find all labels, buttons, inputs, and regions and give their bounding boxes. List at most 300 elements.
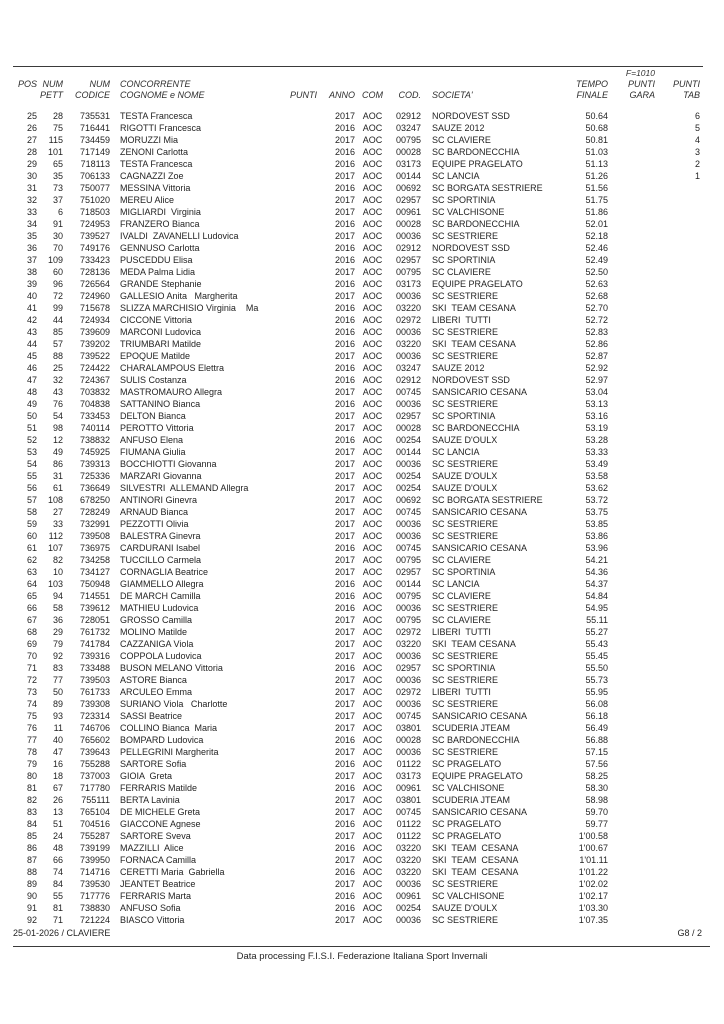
cell-pos: 61: [26, 543, 37, 553]
cell-num-pett: 36: [52, 615, 63, 625]
cell-num-codice: 739527: [79, 231, 110, 241]
cell-cod: 00254: [395, 903, 421, 913]
cell-com: AOC: [362, 903, 383, 913]
cell-cod: 00144: [395, 579, 421, 589]
cell-pos: 62: [26, 555, 37, 565]
cell-anno: 2016: [334, 603, 355, 613]
cell-com: AOC: [362, 663, 383, 673]
cell-num-pett: 67: [52, 783, 63, 793]
cell-punti: [270, 674, 317, 686]
cell-concorrente: ANFUSO Sofia: [120, 903, 181, 913]
cell-punti-tab: [655, 698, 700, 710]
cell-punti-tab: [655, 458, 700, 470]
cell-tempo-finale: 53.75: [585, 507, 608, 517]
table-row: [0, 578, 700, 590]
cell-tempo-finale: 54.95: [585, 603, 608, 613]
cell-pos: 50: [26, 411, 37, 421]
table-row: [0, 398, 700, 410]
cell-cod: 02912: [395, 111, 421, 121]
cell-concorrente: MARZARI Giovanna: [120, 471, 202, 481]
table-row: [0, 218, 700, 230]
cell-tempo-finale: 53.58: [585, 471, 608, 481]
cell-punti-tab: [655, 446, 700, 458]
cell-tempo-finale: 54.21: [585, 555, 608, 565]
cell-concorrente: SARTORE Sofia: [120, 759, 187, 769]
cell-tempo-finale: 53.96: [585, 543, 608, 553]
cell-punti-gara: [608, 530, 655, 542]
cell-com: AOC: [362, 843, 383, 853]
cell-num-pett: 83: [52, 663, 63, 673]
cell-societa: SC SESTRIERE: [432, 651, 499, 661]
cell-punti-gara: [608, 674, 655, 686]
cell-pos: 38: [26, 267, 37, 277]
cell-num-codice: 739199: [79, 843, 110, 853]
cell-punti-tab: [655, 746, 700, 758]
cell-concorrente: TESTA Francesca: [120, 111, 193, 121]
cell-cod: 00692: [395, 183, 421, 193]
cell-concorrente: DE MICHELE Greta: [120, 807, 201, 817]
table-row: [0, 146, 700, 158]
cell-punti-gara: [608, 194, 655, 206]
cell-num-codice: 755287: [79, 831, 110, 841]
cell-tempo-finale: 53.62: [585, 483, 608, 493]
cell-cod: 00795: [395, 135, 421, 145]
table-row: [0, 602, 700, 614]
cell-com: AOC: [362, 447, 383, 457]
cell-num-codice: 721224: [79, 915, 110, 925]
cell-punti: [270, 314, 317, 326]
cell-tempo-finale: 55.45: [585, 651, 608, 661]
cell-punti: [270, 374, 317, 386]
cell-punti-tab: [655, 254, 700, 266]
cell-punti: [270, 338, 317, 350]
cell-punti-gara: [608, 254, 655, 266]
cell-cod: 00036: [395, 231, 421, 241]
header-gap: [0, 101, 700, 110]
col-header-punti-tab-1: PUNTI: [673, 79, 700, 89]
table-row: [0, 410, 700, 422]
header-rule: [13, 66, 703, 67]
cell-punti: [270, 170, 317, 182]
cell-punti-tab: 2: [694, 159, 700, 169]
cell-societa: SC PRAGELATO: [432, 831, 502, 841]
table-row: [0, 830, 700, 842]
cell-pos: 27: [26, 135, 37, 145]
cell-punti-tab: [655, 218, 700, 230]
cell-num-pett: 79: [52, 639, 63, 649]
cell-tempo-finale: 55.95: [585, 687, 608, 697]
cell-punti-gara: [608, 482, 655, 494]
cell-tempo-finale: 52.72: [585, 315, 608, 325]
cell-punti-gara: [608, 758, 655, 770]
cell-punti-gara: [608, 818, 655, 830]
cell-com: AOC: [362, 135, 383, 145]
cell-num-pett: 70: [52, 243, 63, 253]
cell-punti-tab: [655, 302, 700, 314]
cell-pos: 39: [26, 279, 37, 289]
cell-concorrente: COPPOLA Ludovica: [120, 651, 202, 661]
cell-num-pett: 65: [52, 159, 63, 169]
cell-punti-gara: [608, 722, 655, 734]
cell-anno: 2017: [334, 567, 355, 577]
cell-com: AOC: [362, 339, 383, 349]
cell-tempo-finale: 52.50: [585, 267, 608, 277]
cell-punti-gara: [608, 134, 655, 146]
cell-cod: 00795: [395, 615, 421, 625]
cell-anno: 2017: [334, 351, 355, 361]
cell-com: AOC: [362, 555, 383, 565]
cell-punti: [270, 290, 317, 302]
cell-anno: 2017: [334, 915, 355, 925]
cell-societa: NORDOVEST SSD: [432, 243, 510, 253]
cell-com: AOC: [362, 771, 383, 781]
cell-punti-tab: [655, 578, 700, 590]
cell-pos: 25: [26, 111, 37, 121]
cell-num-pett: 51: [52, 819, 63, 829]
cell-cod: 03220: [395, 855, 421, 865]
cell-num-codice: 716441: [79, 123, 110, 133]
cell-punti-gara: [608, 182, 655, 194]
cell-punti: [270, 254, 317, 266]
cell-punti: [270, 638, 317, 650]
cell-cod: 02957: [395, 195, 421, 205]
cell-num-codice: 765602: [79, 735, 110, 745]
table-row: [0, 758, 700, 770]
cell-societa: SAUZE 2012: [432, 123, 485, 133]
cell-concorrente: BOCCHIOTTI Giovanna: [120, 459, 217, 469]
cell-societa: SC SPORTINIA: [432, 255, 496, 265]
cell-cod: 00036: [395, 915, 421, 925]
cell-tempo-finale: 57.15: [585, 747, 608, 757]
cell-tempo-finale: 52.70: [585, 303, 608, 313]
cell-punti: [270, 206, 317, 218]
cell-num-codice: 733453: [79, 411, 110, 421]
col-header-num-pett-1: NUM: [42, 79, 63, 89]
table-row: [0, 374, 700, 386]
cell-cod: 00036: [395, 291, 421, 301]
cell-num-codice: 715678: [79, 303, 110, 313]
cell-punti: [270, 494, 317, 506]
cell-num-codice: 745925: [79, 447, 110, 457]
cell-concorrente: MEDA Palma Lidia: [120, 267, 196, 277]
cell-cod: 00144: [395, 171, 421, 181]
table-row: [0, 722, 700, 734]
cell-societa: LIBERI TUTTI: [432, 627, 491, 637]
cell-num-codice: 704838: [79, 399, 110, 409]
cell-num-codice: 739950: [79, 855, 110, 865]
cell-anno: 2017: [334, 459, 355, 469]
cell-pos: 34: [26, 219, 37, 229]
cell-punti: [270, 794, 317, 806]
cell-societa: EQUIPE PRAGELATO: [432, 159, 523, 169]
cell-punti-gara: [608, 554, 655, 566]
cell-num-pett: 94: [52, 591, 63, 601]
cell-com: AOC: [362, 351, 383, 361]
cell-concorrente: MORUZZI Mia: [120, 135, 178, 145]
cell-punti-gara: [608, 278, 655, 290]
cell-com: AOC: [362, 735, 383, 745]
cell-anno: 2016: [334, 279, 355, 289]
cell-tempo-finale: 56.18: [585, 711, 608, 721]
cell-concorrente: DE MARCH Camilla: [120, 591, 201, 601]
cell-num-codice: 739508: [79, 531, 110, 541]
cell-punti: [270, 890, 317, 902]
cell-com: AOC: [362, 123, 383, 133]
col-header-punti-gara-2: GARA: [629, 90, 655, 100]
cell-anno: 2017: [334, 411, 355, 421]
cell-punti: [270, 590, 317, 602]
cell-num-codice: 738830: [79, 903, 110, 913]
cell-societa: SKI TEAM CESANA: [432, 867, 519, 877]
cell-tempo-finale: 53.16: [585, 411, 608, 421]
cell-punti-tab: [655, 338, 700, 350]
cell-punti-tab: [655, 902, 700, 914]
cell-societa: LIBERI TUTTI: [432, 315, 491, 325]
cell-punti-gara: [608, 794, 655, 806]
table-row: [0, 338, 700, 350]
table-row: [0, 350, 700, 362]
cell-societa: SC PRAGELATO: [432, 819, 502, 829]
cell-punti-gara: [608, 914, 655, 926]
cell-concorrente: ZENONI Carlotta: [120, 147, 189, 157]
cell-concorrente: PUSCEDDU Elisa: [120, 255, 193, 265]
cell-societa: SKI TEAM CESANA: [432, 855, 519, 865]
cell-societa: SC SPORTINIA: [432, 411, 496, 421]
cell-cod: 03801: [395, 795, 421, 805]
cell-tempo-finale: 52.68: [585, 291, 608, 301]
cell-com: AOC: [362, 507, 383, 517]
cell-punti: [270, 530, 317, 542]
cell-cod: 03247: [395, 123, 421, 133]
cell-com: AOC: [362, 579, 383, 589]
cell-societa: SANSICARIO CESANA: [432, 543, 528, 553]
cell-cod: 02957: [395, 411, 421, 421]
cell-anno: 2017: [334, 771, 355, 781]
cell-tempo-finale: 55.27: [585, 627, 608, 637]
cell-num-codice: 714716: [79, 867, 110, 877]
col-header-concorrente-1: CONCORRENTE: [120, 79, 191, 89]
cell-societa: SCUDERIA JTEAM: [432, 723, 511, 733]
cell-cod: 00036: [395, 879, 421, 889]
cell-cod: 00254: [395, 471, 421, 481]
cell-num-codice: 739202: [79, 339, 110, 349]
cell-pos: 37: [26, 255, 37, 265]
cell-tempo-finale: 1'01.11: [579, 855, 608, 865]
cell-tempo-finale: 52.97: [585, 375, 608, 385]
cell-pos: 40: [26, 291, 37, 301]
cell-tempo-finale: 55.50: [585, 663, 608, 673]
cell-societa: SC BARDONECCHIA: [432, 219, 520, 229]
cell-punti: [270, 758, 317, 770]
cell-punti-tab: [655, 422, 700, 434]
cell-punti-gara: [608, 122, 655, 134]
cell-punti-gara: [608, 458, 655, 470]
table-row: [0, 710, 700, 722]
cell-tempo-finale: 52.86: [585, 339, 608, 349]
cell-com: AOC: [362, 483, 383, 493]
cell-concorrente: EPOQUE Matilde: [120, 351, 191, 361]
col-header-punti: PUNTI: [290, 90, 317, 100]
cell-concorrente: SARTORE Sveva: [120, 831, 191, 841]
header-row-1: [0, 79, 700, 90]
cell-num-pett: 61: [52, 483, 63, 493]
cell-cod: 02912: [395, 375, 421, 385]
cell-punti-gara: [608, 218, 655, 230]
cell-com: AOC: [362, 795, 383, 805]
cell-pos: 78: [26, 747, 37, 757]
cell-concorrente: PELLEGRINI Margherita: [120, 747, 219, 757]
cell-punti: [270, 518, 317, 530]
cell-num-pett: 57: [52, 339, 63, 349]
cell-punti-tab: [655, 506, 700, 518]
cell-concorrente: BUSON MELANO Vittoria: [120, 663, 223, 673]
cell-com: AOC: [362, 627, 383, 637]
cell-punti: [270, 194, 317, 206]
cell-societa: SC CLAVIERE: [432, 267, 491, 277]
cell-punti-gara: [608, 410, 655, 422]
cell-cod: 00745: [395, 807, 421, 817]
cell-com: AOC: [362, 615, 383, 625]
cell-tempo-finale: 58.25: [585, 771, 608, 781]
cell-num-pett: 81: [52, 903, 63, 913]
cell-cod: 00745: [395, 387, 421, 397]
cell-punti-gara: [608, 602, 655, 614]
cell-num-codice: 724422: [79, 363, 110, 373]
cell-anno: 2016: [334, 243, 355, 253]
col-header-num-codice-2: CODICE: [74, 90, 110, 100]
cell-num-codice: 746706: [79, 723, 110, 733]
cell-num-pett: 85: [52, 327, 63, 337]
cell-num-codice: 740114: [80, 423, 110, 433]
cell-concorrente: CARDURANI Isabel: [120, 543, 201, 553]
table-row: [0, 254, 700, 266]
cell-cod: 00028: [395, 147, 421, 157]
cell-com: AOC: [362, 435, 383, 445]
cell-anno: 2017: [334, 267, 355, 277]
cell-num-pett: 101: [47, 147, 63, 157]
cell-num-codice: 739609: [79, 327, 110, 337]
cell-pos: 29: [26, 159, 37, 169]
cell-cod: 02972: [395, 687, 421, 697]
cell-pos: 51: [26, 423, 37, 433]
cell-punti-tab: [655, 290, 700, 302]
cell-num-pett: 76: [52, 399, 63, 409]
cell-punti-gara: [608, 902, 655, 914]
cell-punti: [270, 422, 317, 434]
cell-tempo-finale: 52.49: [585, 255, 608, 265]
cell-com: AOC: [362, 255, 383, 265]
cell-pos: 55: [26, 471, 37, 481]
cell-punti-tab: [655, 758, 700, 770]
cell-punti-gara: [608, 626, 655, 638]
cell-punti: [270, 362, 317, 374]
cell-punti: [270, 218, 317, 230]
cell-punti: [270, 650, 317, 662]
cell-com: AOC: [362, 219, 383, 229]
cell-cod: 02912: [395, 243, 421, 253]
table-row: [0, 470, 700, 482]
table-row: [0, 890, 700, 902]
cell-num-codice: 749176: [79, 243, 110, 253]
cell-punti: [270, 710, 317, 722]
cell-concorrente: FERRARIS Matilde: [120, 783, 198, 793]
table-row: [0, 782, 700, 794]
table-row: [0, 626, 700, 638]
cell-cod: 02957: [395, 663, 421, 673]
cell-num-codice: 725336: [79, 471, 110, 481]
table-row: [0, 170, 700, 182]
cell-cod: 01122: [396, 819, 421, 829]
cell-num-codice: 738832: [79, 435, 110, 445]
cell-punti-tab: [655, 326, 700, 338]
cell-concorrente: PEROTTO Vittoria: [120, 423, 194, 433]
cell-pos: 81: [26, 783, 37, 793]
cell-pos: 74: [26, 699, 37, 709]
cell-com: AOC: [362, 459, 383, 469]
cell-societa: SC CLAVIERE: [432, 591, 491, 601]
cell-concorrente: FIUMANA Giulia: [120, 447, 186, 457]
cell-pos: 87: [26, 855, 37, 865]
cell-anno: 2016: [334, 543, 355, 553]
cell-anno: 2017: [334, 423, 355, 433]
cell-tempo-finale: 53.19: [585, 423, 608, 433]
cell-concorrente: CAGNAZZI Zoe: [120, 171, 184, 181]
col-header-concorrente-2: COGNOME e NOME: [120, 90, 205, 100]
cell-num-pett: 98: [52, 423, 63, 433]
cell-tempo-finale: 51.86: [585, 207, 608, 217]
cell-concorrente: SILVESTRI ALLEMAND Allegra: [120, 483, 249, 493]
f-factor-label: F=1010: [625, 68, 655, 78]
cell-societa: SANSICARIO CESANA: [432, 807, 528, 817]
cell-societa: SC BORGATA SESTRIERE: [432, 495, 543, 505]
cell-num-pett: 73: [52, 183, 63, 193]
cell-com: AOC: [362, 855, 383, 865]
cell-num-pett: 54: [52, 411, 63, 421]
cell-num-pett: 26: [52, 795, 63, 805]
cell-num-pett: 13: [52, 807, 63, 817]
cell-anno: 2017: [334, 507, 355, 517]
cell-cod: 02957: [395, 255, 421, 265]
cell-anno: 2017: [334, 687, 355, 697]
cell-punti-gara: [608, 614, 655, 626]
cell-num-codice: 741784: [79, 639, 110, 649]
cell-tempo-finale: 52.01: [585, 219, 608, 229]
cell-pos: 49: [26, 399, 37, 409]
cell-num-pett: 71: [52, 915, 63, 925]
cell-pos: 86: [26, 843, 37, 853]
cell-concorrente: RIGOTTI Francesca: [120, 123, 202, 133]
cell-societa: SC BARDONECCHIA: [432, 735, 520, 745]
cell-tempo-finale: 53.86: [585, 531, 608, 541]
cell-punti-tab: [655, 890, 700, 902]
table-row: [0, 614, 700, 626]
cell-com: AOC: [362, 111, 383, 121]
cell-num-pett: 55: [52, 891, 63, 901]
cell-societa: SANSICARIO CESANA: [432, 507, 528, 517]
cell-punti-gara: [608, 446, 655, 458]
cell-num-codice: 751020: [79, 195, 110, 205]
cell-anno: 2017: [334, 615, 355, 625]
cell-com: AOC: [362, 591, 383, 601]
cell-num-pett: 37: [52, 195, 63, 205]
cell-anno: 2016: [334, 759, 355, 769]
cell-societa: SC SESTRIERE: [432, 531, 499, 541]
table-row: [0, 842, 700, 854]
cell-com: AOC: [362, 699, 383, 709]
cell-punti-tab: [655, 722, 700, 734]
cell-num-codice: 736975: [79, 543, 110, 553]
cell-punti-tab: [655, 194, 700, 206]
